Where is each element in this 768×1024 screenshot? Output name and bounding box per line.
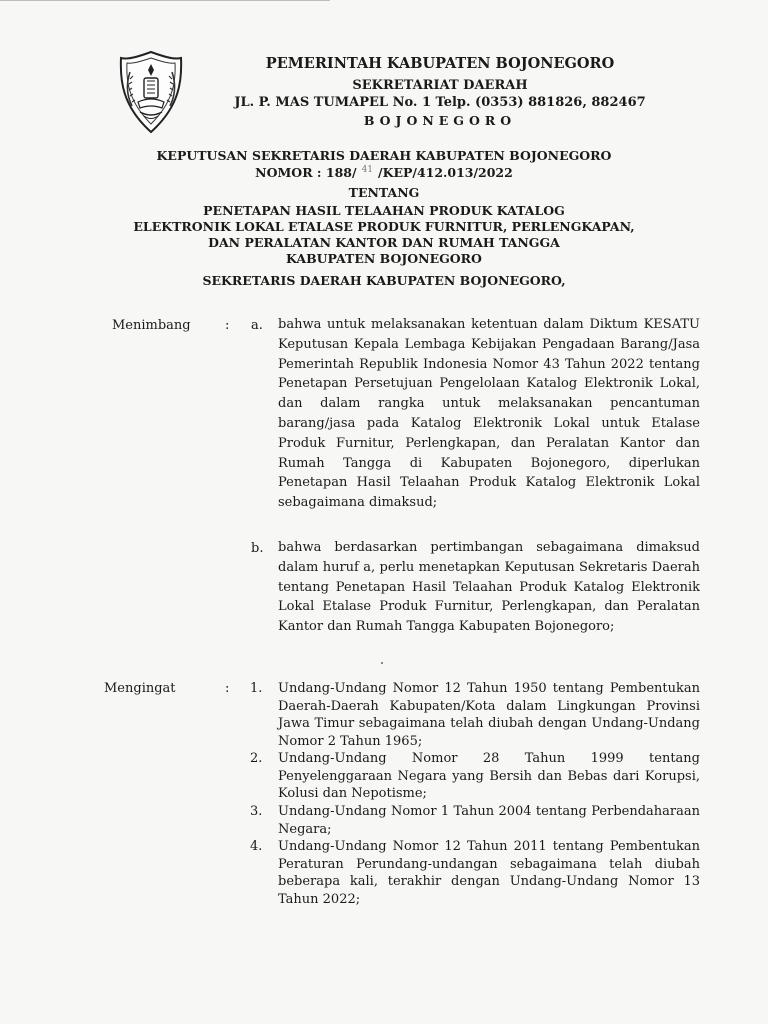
regency-seal-icon (118, 50, 184, 134)
menimbang-item-b: bahwa berdasarkan pertimbangan sebagaimana dimaksud dalam huruf a, perlu menetapkan Keputusan Sekretaris Daerah tentang Penetapan Hasil Telaahan Produk Katalog Elektronik Lokal Etalase Produk Furnitur, Perlengkapan, dan Peralatan Kantor dan Rumah Tangga Kabupaten Bojonegoro; (278, 540, 700, 635)
decree-title: KEPUTUSAN SEKRETARIS DAERAH KABUPATEN BOJONEGORO (156, 148, 612, 163)
menimbang-marker-b: b. (251, 541, 264, 556)
decree-subject-line: DAN PERALATAN KANTOR DAN RUMAH TANGGA (208, 235, 560, 250)
mengingat-colon: : (225, 681, 230, 696)
mengingat-item-4: Undang-Undang Nomor 12 Tahun 2011 tentang Pembentukan Peraturan Perundang-undangan sebagaimana telah diubah beberapa kali, terakhir dengan Undang-Undang Nomor 13 Tahun 2022; (278, 839, 700, 907)
mengingat-item-1: Undang-Undang Nomor 12 Tahun 1950 tentang Pembentukan Daerah-Daerah Kabupaten/Kota dalam Lingkungan Provinsi Jawa Timur sebagaimana telah diubah dengan Undang-Undang Nomor 2 Tahun 1965; (278, 681, 700, 749)
header-city: BOJONEGORO (363, 113, 517, 128)
decree-number-handwritten: 41 (361, 165, 374, 175)
decree-issuer: SEKRETARIS DAERAH KABUPATEN BOJONEGORO, (202, 273, 566, 288)
mengingat-label: Mengingat (104, 681, 176, 696)
decree-subject-line: ELEKTRONIK LOKAL ETALASE PRODUK FURNITUR, PERLENGKAPAN, (133, 219, 635, 234)
scan-edge-line (0, 0, 330, 1)
scan-speck (381, 662, 383, 664)
menimbang-marker-a: a. (251, 318, 263, 333)
header-government: PEMERINTAH KABUPATEN BOJONEGORO (265, 55, 615, 72)
decree-number-suffix: /KEP/412.013/2022 (378, 165, 513, 181)
menimbang-label: Menimbang (112, 318, 191, 333)
decree-subject-line: PENETAPAN HASIL TELAAHAN PRODUK KATALOG (203, 203, 565, 218)
decree-subject-line: KABUPATEN BOJONEGORO (286, 251, 482, 266)
decree-number-prefix: NOMOR : 188/ (255, 165, 357, 181)
mengingat-marker-3: 3. (250, 804, 263, 819)
header-secretariat: SEKRETARIAT DAERAH (352, 78, 528, 93)
mengingat-item-3: Undang-Undang Nomor 1 Tahun 2004 tentang Perbendaharaan Negara; (278, 804, 700, 837)
mengingat-marker-4: 4. (250, 839, 263, 854)
menimbang-item-a: bahwa untuk melaksanakan ketentuan dalam Diktum KESATU Keputusan Kepala Lembaga Kebijakan Pengadaan Barang/Jasa Pemerintah Republik Indonesia Nomor 43 Tahun 2022 tentang Penetapan Persetujuan Pengelolaan Katalog Elektronik Lokal, dan dalam rangka untuk melaksanakan pencantuman barang/jasa pada Katalog Elektronik Lokal untuk Etalase Produk Furnitur, Perlengkapan, dan Peralatan Kantor dan Rumah Tangga di Kabupaten Bojonegoro, diperlukan Penetapan Hasil Telaahan Produk Katalog Elektronik Lokal sebagaimana dimaksud; (278, 317, 700, 511)
menimbang-colon: : (225, 318, 230, 333)
header-address: JL. P. MAS TUMAPEL No. 1 Telp. (0353) 881826, 882467 (234, 95, 646, 110)
decree-tentang: TENTANG (348, 185, 420, 200)
mengingat-marker-2: 2. (250, 751, 263, 766)
decree-number (0, 165, 768, 180)
mengingat-marker-1: 1. (250, 681, 263, 696)
mengingat-item-2: Undang-Undang Nomor 28 Tahun 1999 tentang Penyelenggaraan Negara yang Bersih dan Bebas dari Korupsi, Kolusi dan Nepotisme; (278, 751, 700, 802)
